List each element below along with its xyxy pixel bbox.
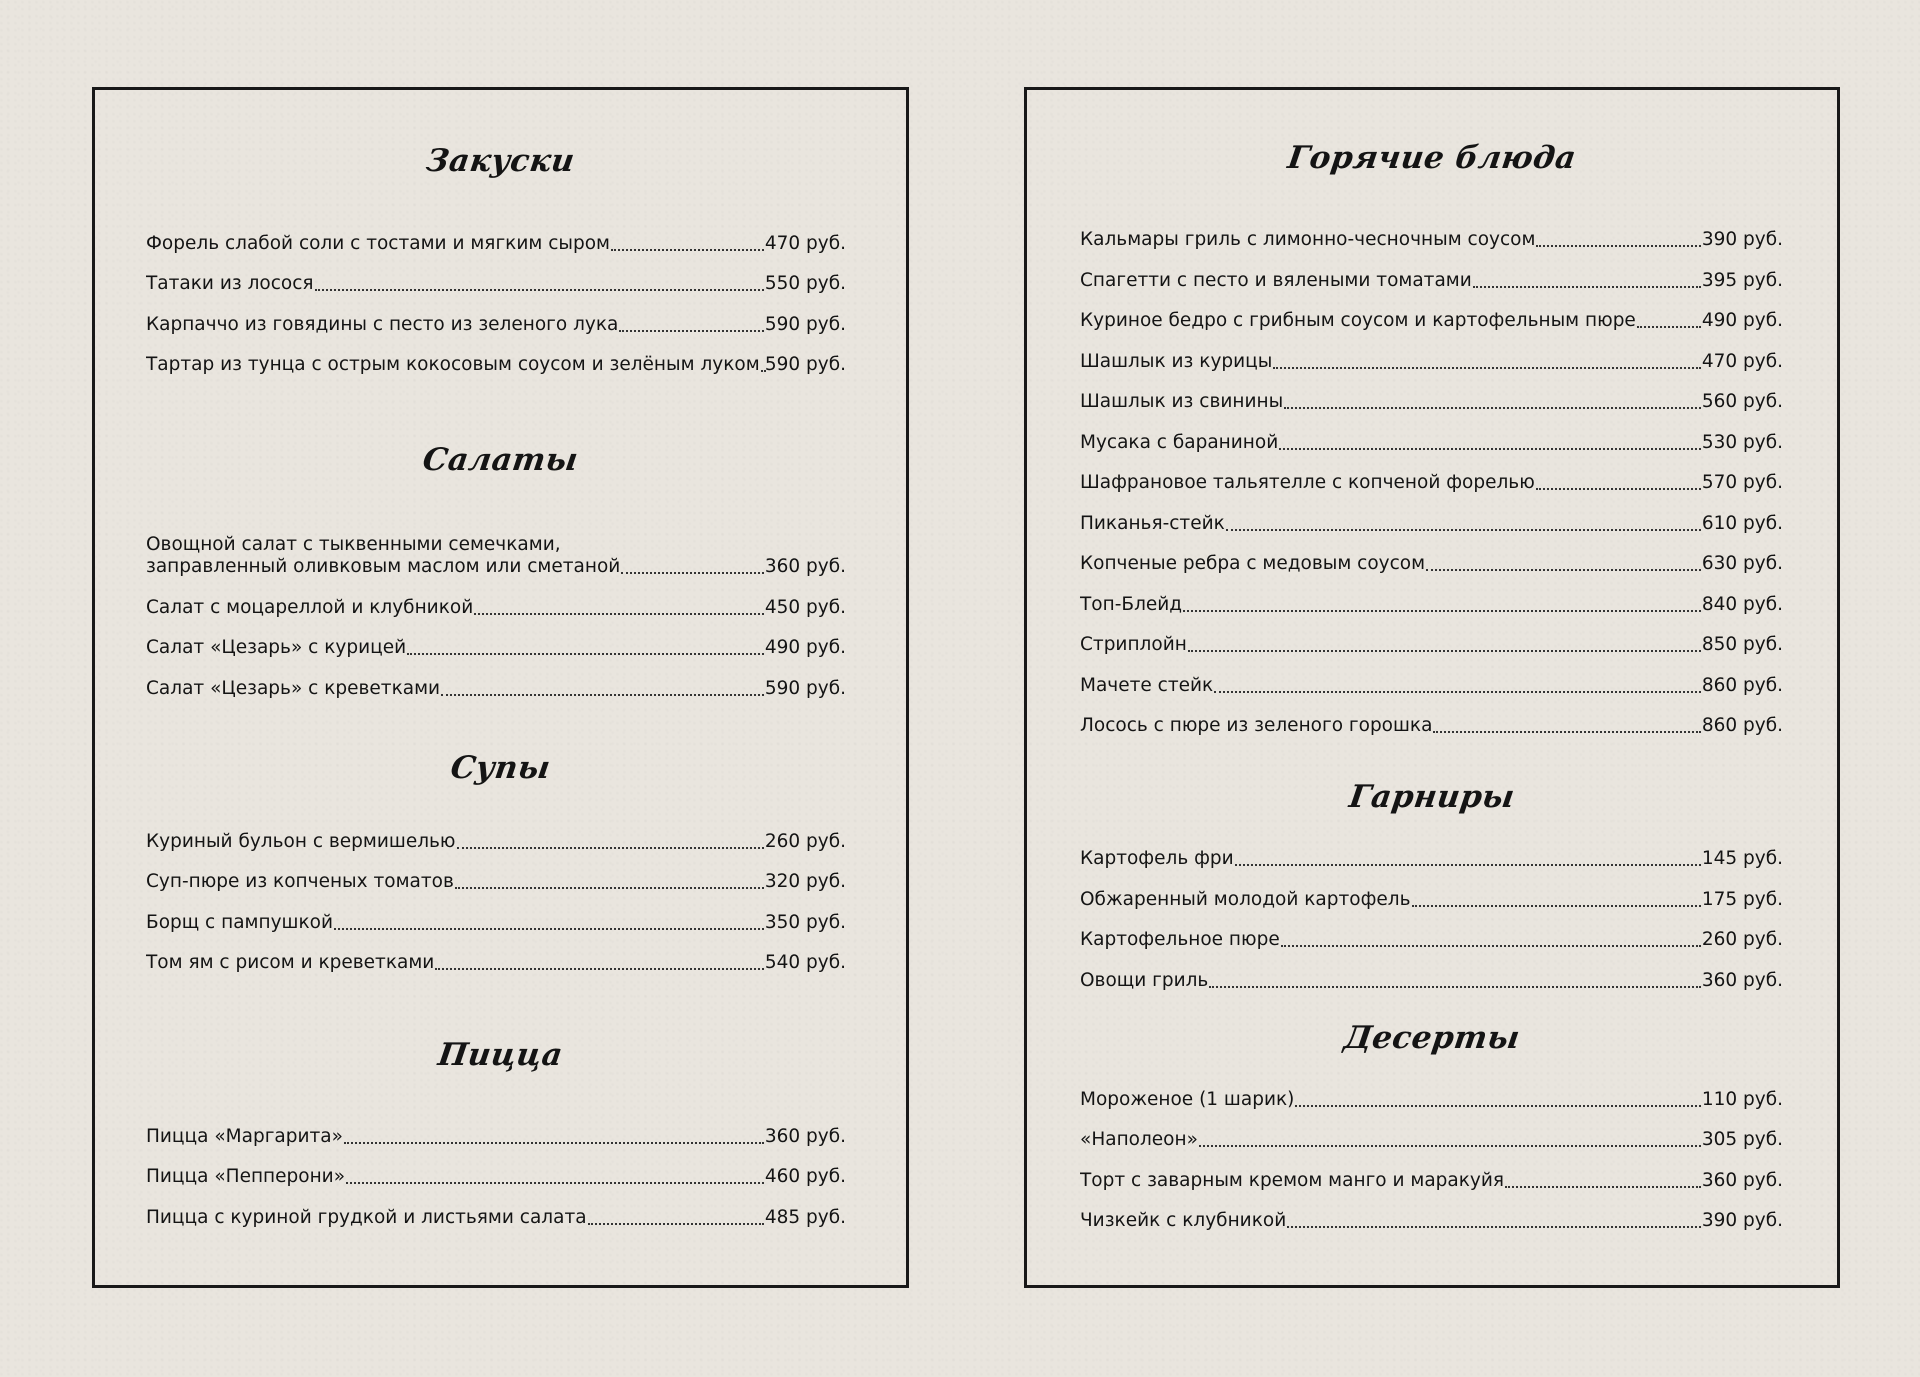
menu-page-left xyxy=(92,87,909,1288)
menu-item xyxy=(1080,472,1783,494)
item-name: Овощной салат с тыквенными семечками, xyxy=(146,534,561,555)
item-price: 550 руб. xyxy=(764,273,846,294)
item-price: 305 руб. xyxy=(1701,1129,1783,1150)
item-price: 350 руб. xyxy=(764,912,846,933)
item-price: 860 руб. xyxy=(1701,715,1783,736)
item-price: 485 руб. xyxy=(764,1207,846,1228)
menu-item xyxy=(146,637,846,659)
item-name: Салат с моцареллой и клубникой xyxy=(146,597,474,618)
item-name: Карпаччо из говядины с песто из зеленого лука xyxy=(146,314,619,335)
menu-item xyxy=(1080,634,1783,656)
dot-leader xyxy=(344,1140,764,1144)
dot-leader xyxy=(1183,608,1701,612)
dot-leader xyxy=(588,1221,764,1225)
item-price: 610 руб. xyxy=(1701,513,1783,534)
item-name: «Наполеон» xyxy=(1080,1129,1198,1150)
item-price: 490 руб. xyxy=(1701,310,1783,331)
menu-item xyxy=(1080,310,1783,332)
item-name: Шафрановое тальятелле с копченой форелью xyxy=(1080,472,1535,493)
dot-leader xyxy=(474,611,764,615)
item-price: 590 руб. xyxy=(764,678,846,699)
item-price: 110 руб. xyxy=(1701,1089,1783,1110)
item-price: 360 руб. xyxy=(764,556,846,577)
menu-item xyxy=(1080,513,1783,535)
menu-item xyxy=(1080,594,1783,616)
dot-leader xyxy=(1209,984,1700,988)
item-name: Том ям с рисом и креветками xyxy=(146,952,435,973)
item-name: Картофель фри xyxy=(1080,848,1234,869)
item-name: Кальмары гриль с лимонно-чесночным соусом xyxy=(1080,229,1536,250)
dot-leader xyxy=(1273,365,1700,369)
item-name: Форель слабой соли с тостами и мягким сыром xyxy=(146,233,610,254)
section-title-soups: Супы xyxy=(448,750,553,786)
menu-item xyxy=(1080,1210,1783,1232)
item-price: 850 руб. xyxy=(1701,634,1783,655)
item-price: 590 руб. xyxy=(764,354,846,375)
dot-leader xyxy=(1637,324,1701,328)
dot-leader xyxy=(1199,1143,1701,1147)
dot-leader xyxy=(315,287,764,291)
item-price: 570 руб. xyxy=(1701,472,1783,493)
menu-item xyxy=(146,233,846,255)
item-name: Татаки из лосося xyxy=(146,273,314,294)
item-price: 395 руб. xyxy=(1701,270,1783,291)
menu-item xyxy=(146,532,846,578)
item-price: 540 руб. xyxy=(764,952,846,973)
item-price: 360 руб. xyxy=(764,1126,846,1147)
menu-item xyxy=(1080,432,1783,454)
dot-leader xyxy=(1536,486,1701,490)
item-name: Куриное бедро с грибным соусом и картофельным пюре xyxy=(1080,310,1636,331)
menu-item xyxy=(1080,889,1783,911)
menu-item xyxy=(1080,553,1783,575)
menu-item xyxy=(1080,229,1783,251)
dot-leader xyxy=(1281,943,1701,947)
item-name: Пицца с куриной грудкой и листьями салата xyxy=(146,1207,587,1228)
dot-leader xyxy=(619,328,763,332)
menu-item xyxy=(1080,391,1783,413)
item-name: Топ-Блейд xyxy=(1080,594,1183,615)
menu-item xyxy=(146,273,846,295)
dot-leader xyxy=(1287,1224,1701,1228)
menu-item xyxy=(1080,675,1783,697)
item-price: 590 руб. xyxy=(764,314,846,335)
dot-leader xyxy=(1295,1103,1700,1107)
menu-item xyxy=(146,354,846,376)
item-price: 560 руб. xyxy=(1701,391,1783,412)
dot-leader xyxy=(1426,567,1701,571)
item-price: 260 руб. xyxy=(1701,929,1783,950)
item-name: Чизкейк с клубникой xyxy=(1080,1210,1287,1231)
item-name: Мороженое (1 шарик) xyxy=(1080,1089,1295,1110)
dot-leader xyxy=(455,885,764,889)
dot-leader xyxy=(1279,446,1701,450)
menu-item xyxy=(1080,1170,1783,1192)
item-name: Картофельное пюре xyxy=(1080,929,1280,950)
item-price: 360 руб. xyxy=(1701,970,1783,991)
item-name: Пицца «Маргарита» xyxy=(146,1126,343,1147)
item-name: Мусака с бараниной xyxy=(1080,432,1279,453)
item-name: Суп-пюре из копченых томатов xyxy=(146,871,454,892)
item-price: 390 руб. xyxy=(1701,229,1783,250)
item-name: Мачете стейк xyxy=(1080,675,1214,696)
item-price: 470 руб. xyxy=(1701,351,1783,372)
dot-leader xyxy=(621,570,763,574)
item-price: 840 руб. xyxy=(1701,594,1783,615)
item-name: Стриплойн xyxy=(1080,634,1187,655)
dot-leader xyxy=(1214,689,1701,693)
item-name: Торт с заварным кремом манго и маракуйя xyxy=(1080,1170,1505,1191)
section-title-desserts: Десерты xyxy=(1341,1020,1523,1056)
item-name: Куриный бульон с вермишелью xyxy=(146,831,456,852)
item-name: Лосось с пюре из зеленого горошка xyxy=(1080,715,1433,736)
dot-leader xyxy=(457,845,764,849)
item-price: 490 руб. xyxy=(764,637,846,658)
menu-item xyxy=(1080,1089,1783,1111)
item-price: 260 руб. xyxy=(764,831,846,852)
dot-leader xyxy=(1226,527,1701,531)
section-title-pizza: Пицца xyxy=(435,1037,566,1073)
item-name: Борщ с пампушкой xyxy=(146,912,333,933)
menu-item xyxy=(146,314,846,336)
dot-leader xyxy=(1473,284,1701,288)
menu-item xyxy=(1080,848,1783,870)
dot-leader xyxy=(1188,648,1701,652)
item-price: 460 руб. xyxy=(764,1166,846,1187)
dot-leader xyxy=(761,368,764,372)
item-name: Овощи гриль xyxy=(1080,970,1209,991)
menu-item xyxy=(146,1207,846,1229)
dot-leader xyxy=(1235,862,1701,866)
dot-leader xyxy=(435,966,763,970)
menu-item xyxy=(1080,1129,1783,1151)
menu-item xyxy=(1080,929,1783,951)
item-price: 530 руб. xyxy=(1701,432,1783,453)
menu-item xyxy=(1080,270,1783,292)
menu-item xyxy=(146,831,846,853)
menu-item xyxy=(146,871,846,893)
item-price: 470 руб. xyxy=(764,233,846,254)
item-name: Пиканья-стейк xyxy=(1080,513,1225,534)
section-title-salads: Салаты xyxy=(420,442,581,478)
menu-item xyxy=(146,1166,846,1188)
item-name: Шашлык из свинины xyxy=(1080,391,1284,412)
menu-item xyxy=(146,912,846,934)
item-name: Пицца «Пепперони» xyxy=(146,1166,346,1187)
item-price: 390 руб. xyxy=(1701,1210,1783,1231)
item-name: Обжаренный молодой картофель xyxy=(1080,889,1411,910)
menu-item xyxy=(146,597,846,619)
item-price: 145 руб. xyxy=(1701,848,1783,869)
item-price: 450 руб. xyxy=(764,597,846,618)
item-name: Спагетти с песто и вялеными томатами xyxy=(1080,270,1472,291)
menu-item xyxy=(146,1126,846,1148)
item-price: 630 руб. xyxy=(1701,553,1783,574)
item-name: Шашлык из курицы xyxy=(1080,351,1273,372)
menu-item xyxy=(146,678,846,700)
dot-leader xyxy=(1505,1184,1701,1188)
item-name: Копченые ребра с медовым соусом xyxy=(1080,553,1426,574)
menu-item xyxy=(146,952,846,974)
item-price: 175 руб. xyxy=(1701,889,1783,910)
dot-leader xyxy=(334,926,764,930)
item-name: заправленный оливковым маслом или сметаной xyxy=(146,556,621,577)
dot-leader xyxy=(407,651,764,655)
item-price: 320 руб. xyxy=(764,871,846,892)
menu-item xyxy=(1080,970,1783,992)
dot-leader xyxy=(346,1180,764,1184)
menu-item xyxy=(1080,351,1783,373)
menu-page-right xyxy=(1024,87,1840,1288)
dot-leader xyxy=(1433,729,1700,733)
item-name xyxy=(146,534,620,578)
item-name: Салат «Цезарь» с курицей xyxy=(146,637,407,658)
item-name: Салат «Цезарь» с креветками xyxy=(146,678,441,699)
section-title-appetizers: Закуски xyxy=(424,143,577,179)
section-title-sides: Гарниры xyxy=(1346,779,1518,815)
item-name: Тартар из тунца с острым кокосовым соусом и зелёным луком xyxy=(146,354,760,375)
dot-leader xyxy=(1536,243,1700,247)
dot-leader xyxy=(441,692,764,696)
item-price: 360 руб. xyxy=(1701,1170,1783,1191)
dot-leader xyxy=(1284,405,1701,409)
dot-leader xyxy=(1412,903,1701,907)
menu-item xyxy=(1080,715,1783,737)
section-title-hot-dishes: Горячие блюда xyxy=(1285,140,1579,176)
item-price: 860 руб. xyxy=(1701,675,1783,696)
dot-leader xyxy=(611,247,764,251)
